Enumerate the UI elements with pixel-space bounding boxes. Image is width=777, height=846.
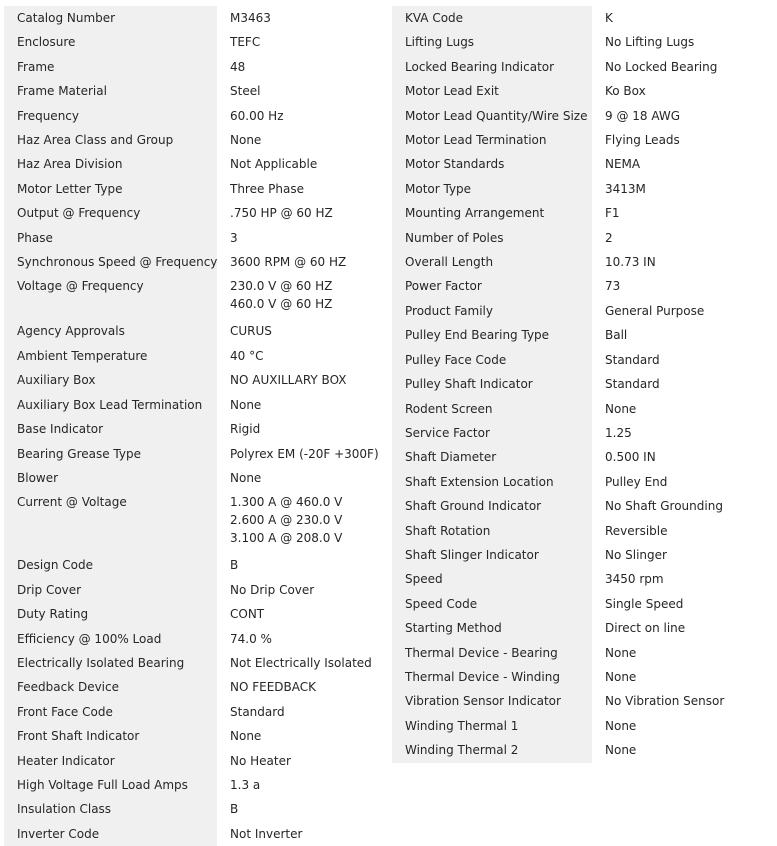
spec-label: Service Factor <box>392 421 592 445</box>
spec-row-winding-thermal-2 <box>392 738 777 762</box>
spec-row-agency-approvals <box>4 319 384 343</box>
spec-row-shaft-diameter <box>392 445 777 469</box>
spec-value: Flying Leads <box>605 133 680 148</box>
spec-row-auxiliary-box <box>4 368 384 392</box>
spec-label: Speed <box>392 567 592 591</box>
spec-value: 3413M <box>605 181 646 196</box>
spec-row-efficiency-100-load <box>4 627 384 651</box>
spec-row-number-of-poles <box>392 226 777 250</box>
spec-value: None <box>605 718 637 733</box>
spec-row-front-shaft-indicator <box>4 724 384 748</box>
spec-row-overall-length <box>392 250 777 274</box>
spec-row-bearing-grease-type <box>4 442 384 466</box>
spec-value: 3450 rpm <box>605 572 664 587</box>
spec-row-haz-area-class-and-group <box>4 128 384 152</box>
spec-row-heater-indicator <box>4 749 384 773</box>
spec-value: 48 <box>230 59 246 74</box>
spec-row-motor-standards <box>392 152 777 176</box>
spec-row-feedback-device <box>4 675 384 699</box>
spec-value: 40 °C <box>230 348 264 363</box>
spec-row-frame <box>4 55 384 79</box>
spec-value-line: 460.0 V @ 60 HZ <box>230 297 333 312</box>
spec-value: None <box>230 397 262 412</box>
spec-label: Frequency <box>4 104 217 128</box>
spec-value: B <box>230 802 239 817</box>
spec-value: Standard <box>605 377 660 392</box>
spec-value: No Drip Cover <box>230 582 315 597</box>
spec-row-shaft-ground-indicator <box>392 494 777 518</box>
spec-value-line: 230.0 V @ 60 HZ <box>230 279 333 294</box>
spec-value-line: 1.300 A @ 460.0 V <box>230 495 343 510</box>
spec-label: Starting Method <box>392 616 592 640</box>
spec-row-speed-code <box>392 592 777 616</box>
spec-label: Winding Thermal 2 <box>392 738 592 762</box>
spec-value: None <box>605 743 637 758</box>
spec-label: Insulation Class <box>4 797 217 821</box>
spec-row-enclosure <box>4 30 384 54</box>
spec-row-auxiliary-box-lead-termination <box>4 393 384 417</box>
spec-label: Lifting Lugs <box>392 30 592 54</box>
spec-row-base-indicator <box>4 417 384 441</box>
spec-label: Motor Lead Termination <box>392 128 592 152</box>
spec-row-shaft-extension-location <box>392 470 777 494</box>
spec-value: Standard <box>230 704 285 719</box>
spec-value: Reversible <box>605 523 668 538</box>
spec-label: Voltage @ Frequency <box>4 274 217 319</box>
spec-label: Electrically Isolated Bearing <box>4 651 217 675</box>
spec-row-pulley-face-code <box>392 348 777 372</box>
spec-row-high-voltage-full-load-amps <box>4 773 384 797</box>
spec-value: 1.3 a <box>230 777 261 792</box>
spec-label: Design Code <box>4 553 217 577</box>
spec-label: Auxiliary Box Lead Termination <box>4 393 217 417</box>
spec-label: Pulley End Bearing Type <box>392 323 592 347</box>
spec-row-speed <box>392 567 777 591</box>
spec-value <box>217 490 342 553</box>
spec-label: Heater Indicator <box>4 749 217 773</box>
spec-value: Ko Box <box>605 84 646 99</box>
spec-row-output-frequency <box>4 201 384 225</box>
spec-value: General Purpose <box>605 303 705 318</box>
spec-label: Haz Area Class and Group <box>4 128 217 152</box>
spec-value: 10.73 IN <box>605 255 656 270</box>
spec-value: Not Electrically Isolated <box>230 655 372 670</box>
spec-label: Number of Poles <box>392 226 592 250</box>
spec-value: 2 <box>605 230 613 245</box>
spec-value: Not Applicable <box>230 157 318 172</box>
spec-label: Bearing Grease Type <box>4 442 217 466</box>
spec-label: Output @ Frequency <box>4 201 217 225</box>
spec-value: B <box>230 558 239 573</box>
spec-label: Motor Lead Exit <box>392 79 592 103</box>
spec-value: Rigid <box>230 422 261 437</box>
spec-label: Motor Type <box>392 177 592 201</box>
spec-label: Power Factor <box>392 274 592 298</box>
spec-value: 0.500 IN <box>605 450 656 465</box>
spec-label: Shaft Rotation <box>392 519 592 543</box>
spec-row-voltage-frequency <box>4 274 384 319</box>
spec-value: No Vibration Sensor <box>605 694 725 709</box>
spec-value: None <box>605 669 637 684</box>
spec-row-power-factor <box>392 274 777 298</box>
spec-value: 1.25 <box>605 425 632 440</box>
spec-label: Synchronous Speed @ Frequency <box>4 250 217 274</box>
spec-row-product-family <box>392 299 777 323</box>
spec-label: KVA Code <box>392 6 592 30</box>
spec-value: Three Phase <box>230 181 305 196</box>
spec-label: Thermal Device - Winding <box>392 665 592 689</box>
spec-label: Phase <box>4 226 217 250</box>
spec-row-haz-area-division <box>4 152 384 176</box>
spec-label: Motor Lead Quantity/Wire Size <box>392 104 592 128</box>
spec-value: NO FEEDBACK <box>230 680 317 695</box>
spec-value: 3600 RPM @ 60 HZ <box>230 255 347 270</box>
spec-label: Catalog Number <box>4 6 217 30</box>
spec-label: Pulley Shaft Indicator <box>392 372 592 396</box>
spec-row-starting-method <box>392 616 777 640</box>
spec-row-insulation-class <box>4 797 384 821</box>
spec-value: Standard <box>605 352 660 367</box>
spec-value: Polyrex EM (-20F +300F) <box>230 446 379 461</box>
spec-value: No Lifting Lugs <box>605 35 695 50</box>
spec-row-lifting-lugs <box>392 30 777 54</box>
spec-value: 3 <box>230 230 238 245</box>
spec-row-frequency <box>4 104 384 128</box>
spec-row-motor-lead-quantity-wire-size <box>392 104 777 128</box>
spec-label: Vibration Sensor Indicator <box>392 689 592 713</box>
spec-row-front-face-code <box>4 700 384 724</box>
spec-label: Speed Code <box>392 592 592 616</box>
spec-value-line: 2.600 A @ 230.0 V <box>230 513 343 528</box>
spec-label: Motor Standards <box>392 152 592 176</box>
spec-label: Current @ Voltage <box>4 490 217 553</box>
spec-row-phase <box>4 226 384 250</box>
spec-value: M3463 <box>230 11 271 25</box>
spec-label: Inverter Code <box>4 822 217 846</box>
spec-row-vibration-sensor-indicator <box>392 689 777 713</box>
spec-label: Front Shaft Indicator <box>4 724 217 748</box>
spec-label: Front Face Code <box>4 700 217 724</box>
spec-row-inverter-code <box>4 822 384 846</box>
spec-value: None <box>605 645 637 660</box>
spec-value: NEMA <box>605 157 641 172</box>
spec-value: Steel <box>230 84 261 99</box>
spec-row-electrically-isolated-bearing <box>4 651 384 675</box>
spec-label: Shaft Extension Location <box>392 470 592 494</box>
spec-label: Product Family <box>392 299 592 323</box>
spec-value: No Slinger <box>605 547 667 562</box>
spec-value: TEFC <box>230 35 261 50</box>
spec-row-frame-material <box>4 79 384 103</box>
spec-value: No Shaft Grounding <box>605 499 723 514</box>
spec-value: Single Speed <box>605 596 684 611</box>
spec-row-blower <box>4 466 384 490</box>
spec-row-current-voltage <box>4 490 384 553</box>
spec-value: Pulley End <box>605 474 668 489</box>
spec-row-mounting-arrangement <box>392 201 777 225</box>
spec-value: No Locked Bearing <box>605 59 718 74</box>
spec-value-line: 3.100 A @ 208.0 V <box>230 531 343 546</box>
spec-value: 74.0 % <box>230 631 272 646</box>
spec-row-shaft-rotation <box>392 519 777 543</box>
spec-label: Haz Area Division <box>4 152 217 176</box>
spec-row-pulley-shaft-indicator <box>392 372 777 396</box>
spec-row-duty-rating <box>4 602 384 626</box>
spec-label: Agency Approvals <box>4 319 217 343</box>
spec-row-drip-cover <box>4 578 384 602</box>
spec-value: 60.00 Hz <box>230 108 284 123</box>
spec-value: None <box>230 470 262 485</box>
spec-row-ambient-temperature <box>4 344 384 368</box>
spec-value: Not Inverter <box>230 826 303 841</box>
spec-label: Shaft Slinger Indicator <box>392 543 592 567</box>
spec-value: None <box>230 133 262 148</box>
spec-value: Ball <box>605 328 628 343</box>
spec-label: High Voltage Full Load Amps <box>4 773 217 797</box>
spec-value: NO AUXILLARY BOX <box>230 373 347 388</box>
spec-label: Shaft Ground Indicator <box>392 494 592 518</box>
spec-value: Direct on line <box>605 621 686 636</box>
spec-label: Duty Rating <box>4 602 217 626</box>
spec-row-motor-type <box>392 177 777 201</box>
spec-value: No Heater <box>230 753 291 768</box>
spec-row-winding-thermal-1 <box>392 714 777 738</box>
spec-value: None <box>605 401 637 416</box>
spec-label: Ambient Temperature <box>4 344 217 368</box>
spec-value: F1 <box>605 206 620 221</box>
spec-value: CONT <box>230 607 265 622</box>
spec-label: Rodent Screen <box>392 397 592 421</box>
spec-row-thermal-device-bearing <box>392 641 777 665</box>
spec-label: Enclosure <box>4 30 217 54</box>
spec-row-motor-lead-exit <box>392 79 777 103</box>
spec-label: Winding Thermal 1 <box>392 714 592 738</box>
spec-row-catalog-number <box>4 6 384 30</box>
spec-label: Frame Material <box>4 79 217 103</box>
spec-value: .750 HP @ 60 HZ <box>230 206 333 221</box>
spec-value: CURUS <box>230 324 272 339</box>
spec-row-motor-letter-type <box>4 177 384 201</box>
spec-row-service-factor <box>392 421 777 445</box>
spec-label: Overall Length <box>392 250 592 274</box>
spec-row-locked-bearing-indicator <box>392 55 777 79</box>
spec-label: Locked Bearing Indicator <box>392 55 592 79</box>
spec-row-pulley-end-bearing-type <box>392 323 777 347</box>
spec-value: None <box>230 729 262 744</box>
spec-label: Thermal Device - Bearing <box>392 641 592 665</box>
spec-row-rodent-screen <box>392 397 777 421</box>
spec-label: Efficiency @ 100% Load <box>4 627 217 651</box>
spec-row-synchronous-speed-frequency <box>4 250 384 274</box>
spec-value <box>217 274 332 319</box>
spec-row-kva-code <box>392 6 777 30</box>
spec-value: 9 @ 18 AWG <box>605 108 681 123</box>
spec-label: Motor Letter Type <box>4 177 217 201</box>
spec-row-thermal-device-winding <box>392 665 777 689</box>
spec-label: Frame <box>4 55 217 79</box>
spec-label: Mounting Arrangement <box>392 201 592 225</box>
spec-label: Pulley Face Code <box>392 348 592 372</box>
spec-label: Auxiliary Box <box>4 368 217 392</box>
spec-label: Drip Cover <box>4 578 217 602</box>
spec-label: Blower <box>4 466 217 490</box>
spec-row-design-code <box>4 553 384 577</box>
spec-value: 73 <box>605 279 621 294</box>
spec-label: Feedback Device <box>4 675 217 699</box>
spec-label: Shaft Diameter <box>392 445 592 469</box>
spec-label: Base Indicator <box>4 417 217 441</box>
spec-row-shaft-slinger-indicator <box>392 543 777 567</box>
spec-value: K <box>605 11 613 25</box>
spec-column-left <box>4 6 384 846</box>
spec-column-right <box>392 6 777 763</box>
spec-row-motor-lead-termination <box>392 128 777 152</box>
